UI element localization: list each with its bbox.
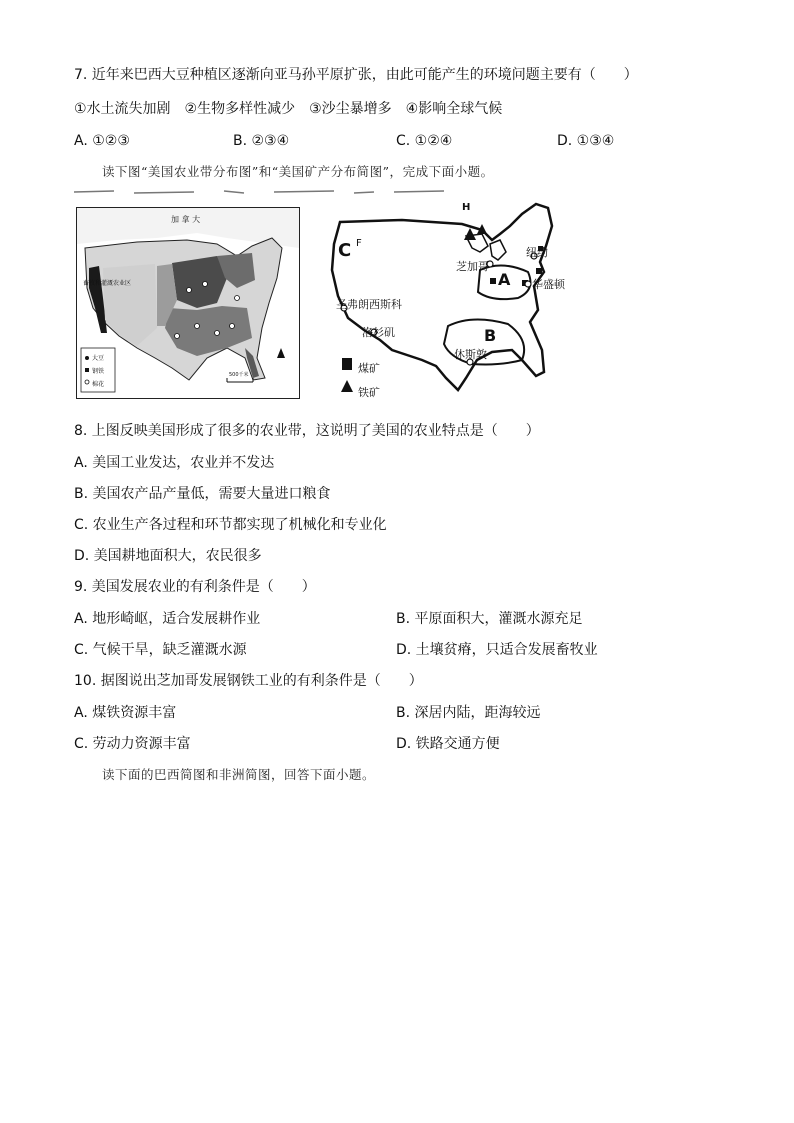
legend-steel: 钢铁 bbox=[92, 368, 105, 375]
q9-option-b[interactable]: B. 平原面积大，灌溉水源充足 bbox=[396, 611, 583, 627]
q8-option-d[interactable]: D. 美国耕地面积大，农民很多 bbox=[74, 548, 262, 564]
q10-option-d[interactable]: D. 铁路交通方便 bbox=[396, 736, 500, 752]
label-c: C bbox=[338, 240, 352, 261]
q10-stem: 10. 据图说出芝加哥发展钢铁工业的有利条件是（ ） bbox=[74, 673, 423, 689]
q9-option-c[interactable]: C. 气候干旱，缺乏灌溉水源 bbox=[74, 642, 247, 658]
q8-stem: 8. 上图反映美国形成了很多的农业带，这说明了美国的农业特点是（ ） bbox=[74, 423, 540, 439]
legend-cotton: 棉花 bbox=[92, 381, 105, 388]
label-newyork: 纽约 bbox=[526, 246, 548, 259]
label-h: H bbox=[462, 202, 471, 213]
usa-mineral-map bbox=[322, 200, 568, 404]
q9-option-a[interactable]: A. 地形崎岖，适合发展耕作业 bbox=[74, 611, 261, 627]
intro-maps-brazil-africa: 读下面的巴西简图和非洲简图，回答下面小题。 bbox=[102, 767, 376, 782]
label-los-angeles: 洛杉矶 bbox=[362, 326, 395, 339]
label-houston: 休斯敦 bbox=[454, 348, 487, 361]
q7-items: ①水土流失加剧 ②生物多样性减少 ③沙尘暴增多 ④影响全球气候 bbox=[74, 101, 503, 117]
label-b: B bbox=[484, 326, 497, 345]
q10-option-b[interactable]: B. 深居内陆，距海较远 bbox=[396, 705, 541, 721]
q7-option-c[interactable]: C. ①②④ bbox=[396, 133, 453, 149]
legend-soybean: 大豆 bbox=[92, 355, 105, 362]
legend-iron: 铁矿 bbox=[358, 386, 380, 399]
label-chicago: 芝加哥 bbox=[456, 260, 489, 273]
label-washington: 华盛顿 bbox=[532, 278, 565, 291]
q7-option-a[interactable]: A. ①②③ bbox=[74, 133, 130, 149]
q7-option-b[interactable]: B. ②③④ bbox=[233, 133, 290, 149]
q7-option-d[interactable]: D. ①③④ bbox=[557, 133, 615, 149]
scan-artifact bbox=[74, 188, 444, 196]
q8-option-b[interactable]: B. 美国农产品产量低，需要大量进口粮食 bbox=[74, 486, 331, 502]
usa-agriculture-map bbox=[76, 207, 300, 399]
map-label-grazing: 畜牧和灌溉农业区 bbox=[83, 280, 132, 287]
q8-option-a[interactable]: A. 美国工业发达，农业并不发达 bbox=[74, 455, 275, 471]
q9-stem: 9. 美国发展农业的有利条件是（ ） bbox=[74, 579, 316, 595]
map-label-canada: 加 拿 大 bbox=[171, 215, 201, 224]
label-f: F bbox=[356, 238, 362, 249]
q10-option-c[interactable]: C. 劳动力资源丰富 bbox=[74, 736, 191, 752]
intro-maps-usa: 读下图“美国农业带分布图”和“美国矿产分布简图”，完成下面小题。 bbox=[102, 164, 494, 179]
q9-option-d[interactable]: D. 土壤贫瘠，只适合发展畜牧业 bbox=[396, 642, 598, 658]
q8-option-c[interactable]: C. 农业生产各过程和环节都实现了机械化和专业化 bbox=[74, 517, 387, 533]
label-san-francisco: 圣弗朗西斯科 bbox=[336, 298, 402, 311]
q10-option-a[interactable]: A. 煤铁资源丰富 bbox=[74, 705, 177, 721]
scale-label: 500千米 bbox=[229, 372, 249, 378]
legend-coal: 煤矿 bbox=[358, 362, 380, 375]
label-a: A bbox=[498, 270, 511, 289]
q7-stem: 7. 近年来巴西大豆种植区逐渐向亚马孙平原扩张，由此可能产生的环境问题主要有（ ） bbox=[74, 67, 638, 83]
